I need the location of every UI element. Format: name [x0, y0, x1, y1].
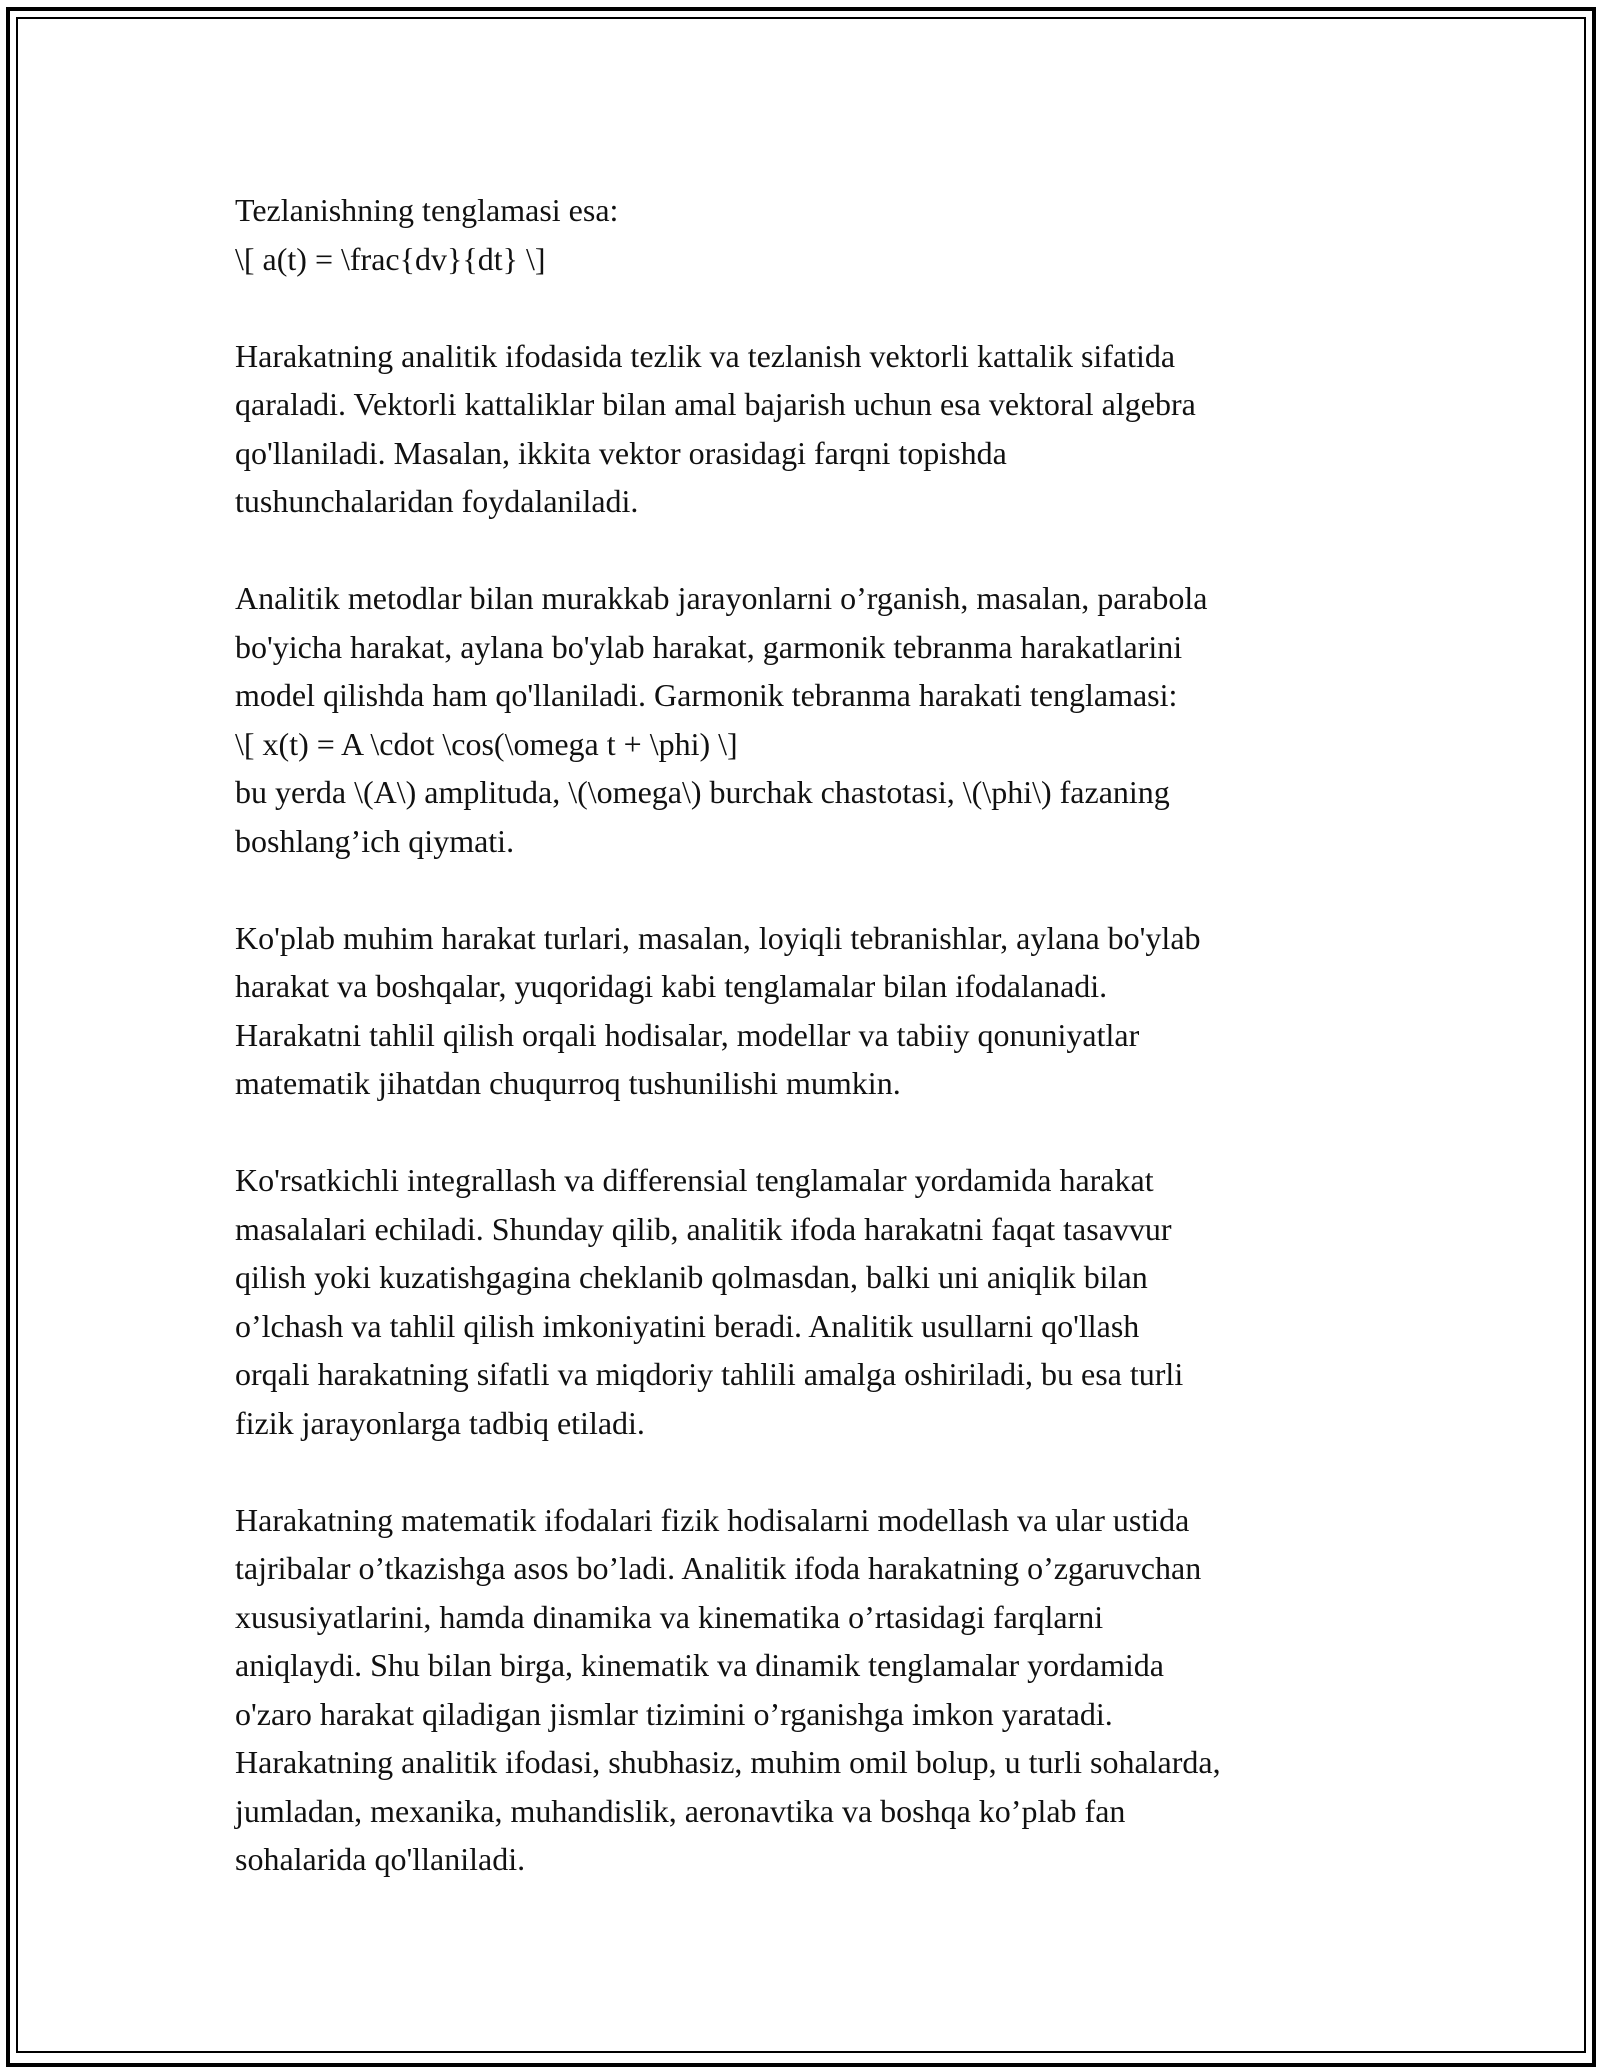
- equation-line: \[ a(t) = \frac{dv}{dt} \]: [235, 240, 546, 277]
- document-body: [235, 186, 1385, 1884]
- text-line: fizik jarayonlarga tadbiq etiladi.: [235, 1404, 645, 1441]
- text-line: bo'yicha harakat, aylana bo'ylab harakat, garmonik tebranma harakatlarini: [235, 628, 1183, 665]
- text-line: tushunchalaridan foydalaniladi.: [235, 483, 639, 519]
- text-line: o'zaro harakat qiladigan jismlar tizimini o’rganishga imkon yaratadi.: [235, 1695, 1113, 1732]
- text-line: matematik jihatdan chuqurroq tushunilishi mumkin.: [235, 1065, 901, 1101]
- text-line: Analitik metodlar bilan murakkab jarayonlarni o’rganish, masalan, parabola: [235, 580, 1208, 616]
- paragraph-integration-methods: [235, 1156, 1385, 1447]
- text-line: sohalarida qo'llaniladi.: [235, 1841, 526, 1877]
- text-line: Harakatning analitik ifodasi, shubhasiz, muhim omil bolup, u turli sohalarda,: [235, 1744, 1221, 1780]
- paragraph-acceleration-equation: [235, 186, 1385, 283]
- paragraph-mathematical-expressions: [235, 1496, 1385, 1884]
- text-line: masalalari echiladi. Shunday qilib, analitik ifoda harakatni faqat tasavvur: [235, 1210, 1172, 1247]
- text-line: xususiyatlarini, hamda dinamika va kinematika o’rtasidagi farqlarni: [235, 1598, 1104, 1635]
- text-line: Ko'rsatkichli integrallash va differensial tenglamalar yordamida harakat: [235, 1162, 1154, 1198]
- paragraph-motion-types: [235, 914, 1385, 1108]
- text-line: bu yerda \(A\) amplituda, \(\omega\) burchak chastotasi, \(\phi\) fazaning: [235, 774, 1170, 810]
- text-line: boshlang’ich qiymati.: [235, 822, 515, 859]
- text-line: aniqlaydi. Shu bilan birga, kinematik va dinamik tenglamalar yordamida: [235, 1647, 1164, 1683]
- text-line: Tezlanishning tenglamasi esa:: [235, 192, 619, 228]
- text-line: Harakatning matematik ifodalari fizik hodisalarni modellash va ular ustida: [235, 1501, 1190, 1538]
- text-line: model qilishda ham qo'llaniladi. Garmonik tebranma harakati tenglamasi:: [235, 677, 1178, 713]
- paragraph-vector-quantities: [235, 332, 1385, 526]
- text-line: qo'llaniladi. Masalan, ikkita vektor orasidagi farqni topishda: [235, 434, 1007, 471]
- text-line: Harakatni tahlil qilish orqali hodisalar, modellar va tabiiy qonuniyatlar: [235, 1016, 1140, 1053]
- text-line: orqali harakatning sifatli va miqdoriy tahlili amalga oshiriladi, bu esa turli: [235, 1356, 1184, 1392]
- text-line: o’lchash va tahlil qilish imkoniyatini beradi. Analitik usullarni qo'llash: [235, 1307, 1140, 1344]
- text-line: jumladan, mexanika, muhandislik, aeronavtika va boshqa ko’plab fan: [235, 1792, 1126, 1829]
- text-line: Ko'plab muhim harakat turlari, masalan, loyiqli tebranishlar, aylana bo'ylab: [235, 919, 1201, 956]
- text-line: tajribalar o’tkazishga asos bo’ladi. Analitik ifoda harakatning o’zgaruvchan: [235, 1550, 1202, 1586]
- paragraph-harmonic-motion: [235, 574, 1385, 865]
- text-line: qaraladi. Vektorli kattaliklar bilan amal bajarish uchun esa vektoral algebra: [235, 386, 1196, 422]
- text-line: Harakatning analitik ifodasida tezlik va tezlanish vektorli kattalik sifatida: [235, 337, 1176, 374]
- text-line: harakat va boshqalar, yuqoridagi kabi tenglamalar bilan ifodalanadi.: [235, 968, 1108, 1004]
- text-line: qilish yoki kuzatishgagina cheklanib qolmasdan, balki uni aniqlik bilan: [235, 1259, 1148, 1295]
- equation-line: \[ x(t) = A \cdot \cos(\omega t + \phi) \]: [235, 725, 738, 762]
